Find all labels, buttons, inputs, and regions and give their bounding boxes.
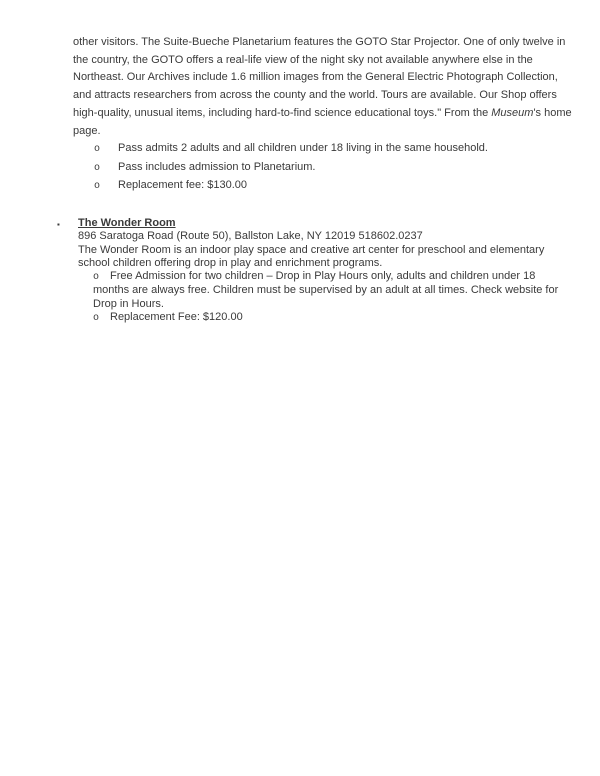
wonder-room-address: 896 Saratoga Road (Route 50), Ballston Lake, NY 12019 518602.0237 (78, 230, 423, 243)
bullet-item-text: Free Admission for two children – Drop in Play Hours only, adults and children under 18 months are always free. Children must be supervised by an adult at all times. Check website for Drop in Hours. (93, 270, 559, 310)
bullet-item-text: Replacement fee: $130.00 (118, 179, 248, 192)
square-bullet-icon: ▪ (57, 220, 60, 229)
intro-text-segment: other visitors. The Suite-Bueche Planetarium features the GOTO Star Projector. One of only twelve in the country, the GOTO offers a real-life view of the night sky not available anywhere else in the Northeast. Our Archives include 1.6 million images from the General Electric Photograph Collection, and attracts researchers from across the county and the world. Tours are available. Our Shop offers high-quality, unusual items, including hard-to-find science educational toys." From the (73, 36, 566, 119)
wonder-room-bullet-list (93, 270, 572, 325)
circle-bullet-marker: o (94, 144, 101, 155)
intro-italic-segment: Museum (491, 106, 534, 119)
museum-pass-bullet-list (94, 140, 574, 196)
bullet-item (94, 177, 574, 196)
circle-bullet-marker: o (94, 162, 101, 174)
circle-bullet-marker: o (93, 272, 100, 284)
intro-text-segment: 's home page. (73, 106, 572, 137)
bullet-item-text: Pass admits 2 adults and all children under 18 living in the same household. (118, 142, 488, 154)
bullet-item (93, 311, 572, 325)
bullet-item-text: Replacement Fee: $120.00 (110, 311, 243, 324)
circle-bullet-marker: o (93, 313, 100, 325)
wonder-room-section (57, 217, 577, 325)
bullet-item (94, 140, 574, 159)
wonder-room-entry (57, 217, 577, 325)
bullet-item-text: Pass includes admission to Planetarium. (118, 160, 316, 173)
wonder-room-description: The Wonder Room is an indoor play space and creative art center for preschool and elementary school children offering drop in play and enrichment programs. (78, 243, 545, 269)
circle-bullet-marker: o (94, 181, 101, 193)
intro-paragraph (73, 34, 573, 140)
wonder-room-title: The Wonder Room (78, 217, 176, 229)
bullet-item (93, 270, 572, 311)
bullet-item (94, 159, 574, 178)
